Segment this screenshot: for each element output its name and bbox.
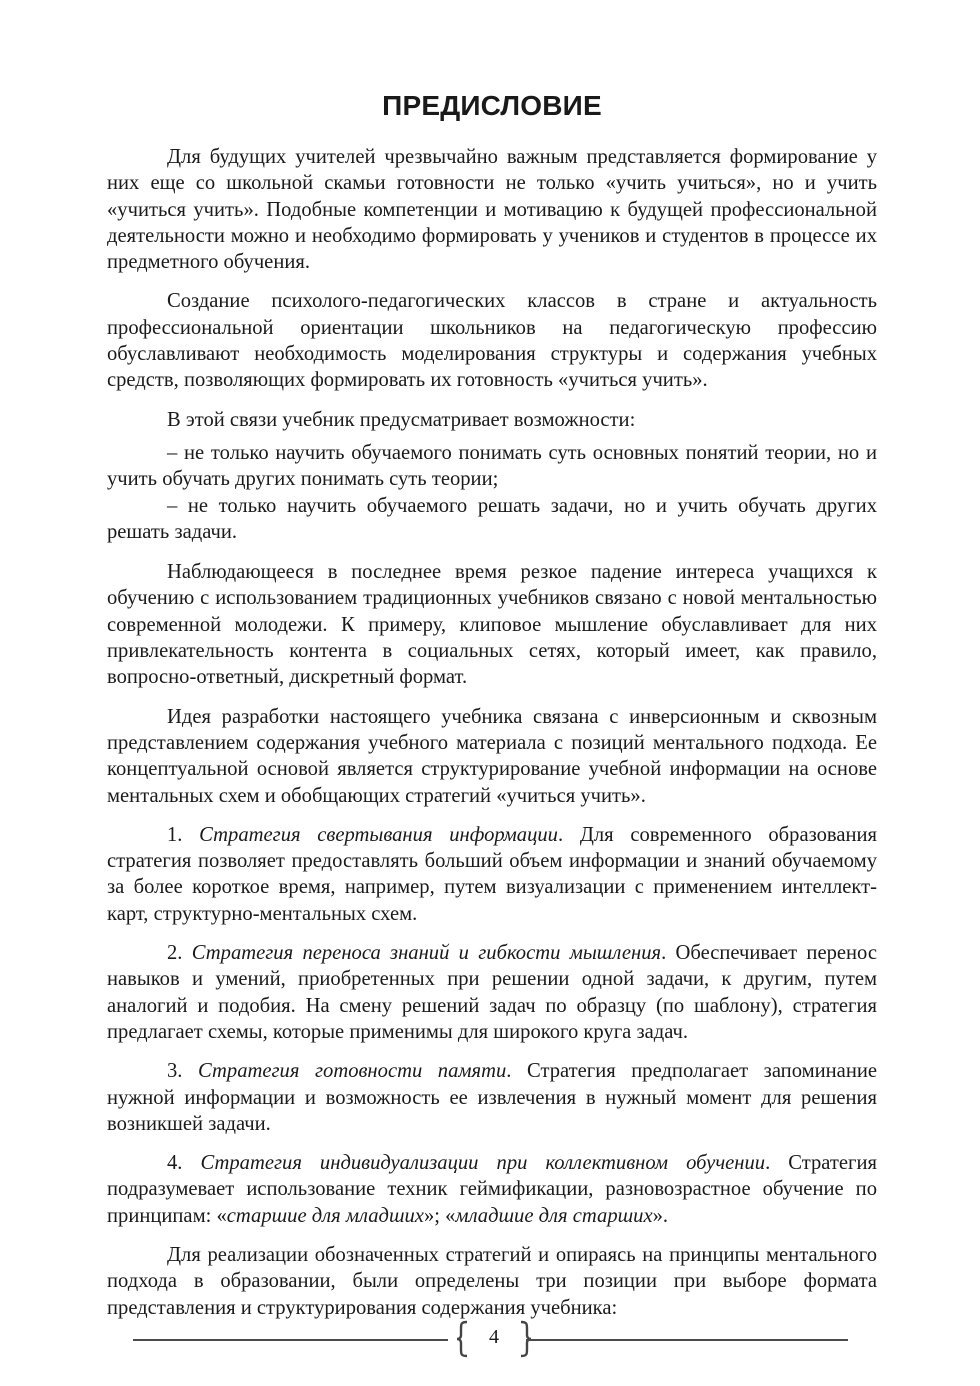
paragraph-intro: Для будущих учителей чрезвычайно важным представляется формирование у них еще со школьной скамьи готовности не только «учить учиться», но и учить «учиться учить». Подобные компетенции и мотивацию к будущей профессиональной деятельности можно и необходимо формировать у учеников и студентов в процессе их предметного обучения. — [107, 146, 877, 274]
page-number: 4 — [489, 1326, 499, 1348]
list-item-theory: – не только научить обучаемого понимать суть основных понятий теории, но и учить обучать других понимать суть теории; — [107, 441, 877, 491]
paragraph-possibilities: В этой связи учебник предусматривает возможности: — [167, 408, 636, 431]
list-item-tasks: – не только научить обучаемого решать задачи, но и учить обучать других решать задачи. — [107, 494, 877, 543]
principle-younger-for-older: младшие для старших — [455, 1204, 653, 1227]
possibilities-list — [107, 440, 877, 545]
strategy-2-name: Стратегия переноса знаний и гибкости мышления — [191, 942, 662, 965]
paragraph-psych-classes: Создание психолого-педагогических классов в стране и актуальность профессиональной ориентации школьников на педагогическую профессию обуславливают необходимость моделирования структуры и содержания учебных средств, позволяющих формировать их готовность «учиться учить». — [107, 290, 877, 392]
strategy-3-name: Стратегия готовности памяти — [198, 1060, 507, 1083]
paragraph-positions: Для реализации обозначенных стратегий и опираясь на принципы ментального подхода в образовании, были определены три позиции при выборе формата представления и структурирования содержания учебника: — [107, 1243, 877, 1319]
strategy-3-number: 3. — [167, 1060, 199, 1083]
strategy-2-paragraph — [107, 940, 877, 1045]
strategy-4-text: . Стратегия подразумевает использование техник геймификации, разновозрастное обучение по принципам: « — [107, 1152, 877, 1227]
strategy-1-paragraph — [107, 822, 877, 927]
strategy-1-text: . Для современного образования стратегия позволяет предоставлять больший объем информации и знаний обучаемому за более короткое время, например, путем визуализации с применением интеллект-карт, структурно-ментальных схем. — [107, 823, 878, 925]
strategy-4-name: Стратегия индивидуализации при коллективном обучении — [200, 1152, 766, 1175]
strategy-4-separator: »; « — [423, 1204, 456, 1227]
strategy-4-paragraph — [107, 1150, 877, 1229]
page-title: ПРЕДИСЛОВИЕ — [382, 90, 602, 121]
paragraph-interest-decline: Наблюдающееся в последнее время резкое падение интереса учащихся к обучению с использованием традиционных учебников связано с новой ментальностью современной молодежи. К примеру, клиповое мышление обуславливает для них привлекательность контента в социальных сетях, который имеет, как правило, вопросно-ответный, дискретный формат. — [107, 561, 877, 689]
principle-older-for-younger: старшие для младших — [226, 1204, 424, 1227]
strategy-1-number: 1. — [167, 823, 200, 846]
left-brace-icon — [455, 1320, 469, 1358]
strategy-3-paragraph — [107, 1058, 877, 1137]
strategy-4-number: 4. — [167, 1152, 201, 1175]
strategy-1-name: Стратегия свертывания информации — [199, 823, 558, 846]
footer-rule-left — [133, 1339, 448, 1341]
strategy-3-text: . Стратегия предполагает запоминание нужной информации и возможность ее извлечения в нужный момент для решения возникшей задачи. — [107, 1060, 878, 1135]
strategy-4-end: ». — [652, 1204, 669, 1227]
page-content — [107, 90, 877, 1334]
strategy-2-number: 2. — [167, 942, 192, 965]
paragraph-textbook-idea: Идея разработки настоящего учебника связана с инверсионным и сквозным представлением содержания учебного материала с позиций ментального подхода. Ее концептуальной основой является структурирование учебной информации на основе ментальных схем и обобщающих стратегий «учиться учить». — [107, 705, 877, 807]
page-footer — [133, 1320, 853, 1360]
footer-rule-right — [526, 1339, 848, 1341]
strategy-2-text: . Обеспечивает перенос навыков и умений, приобретенных при решении одной задачи, к другим, путем аналогий и подобия. На смену решений задач по образцу (по шаблону), стратегия предлагает схемы, которые применимы для широкого круга задач. — [107, 942, 877, 1043]
